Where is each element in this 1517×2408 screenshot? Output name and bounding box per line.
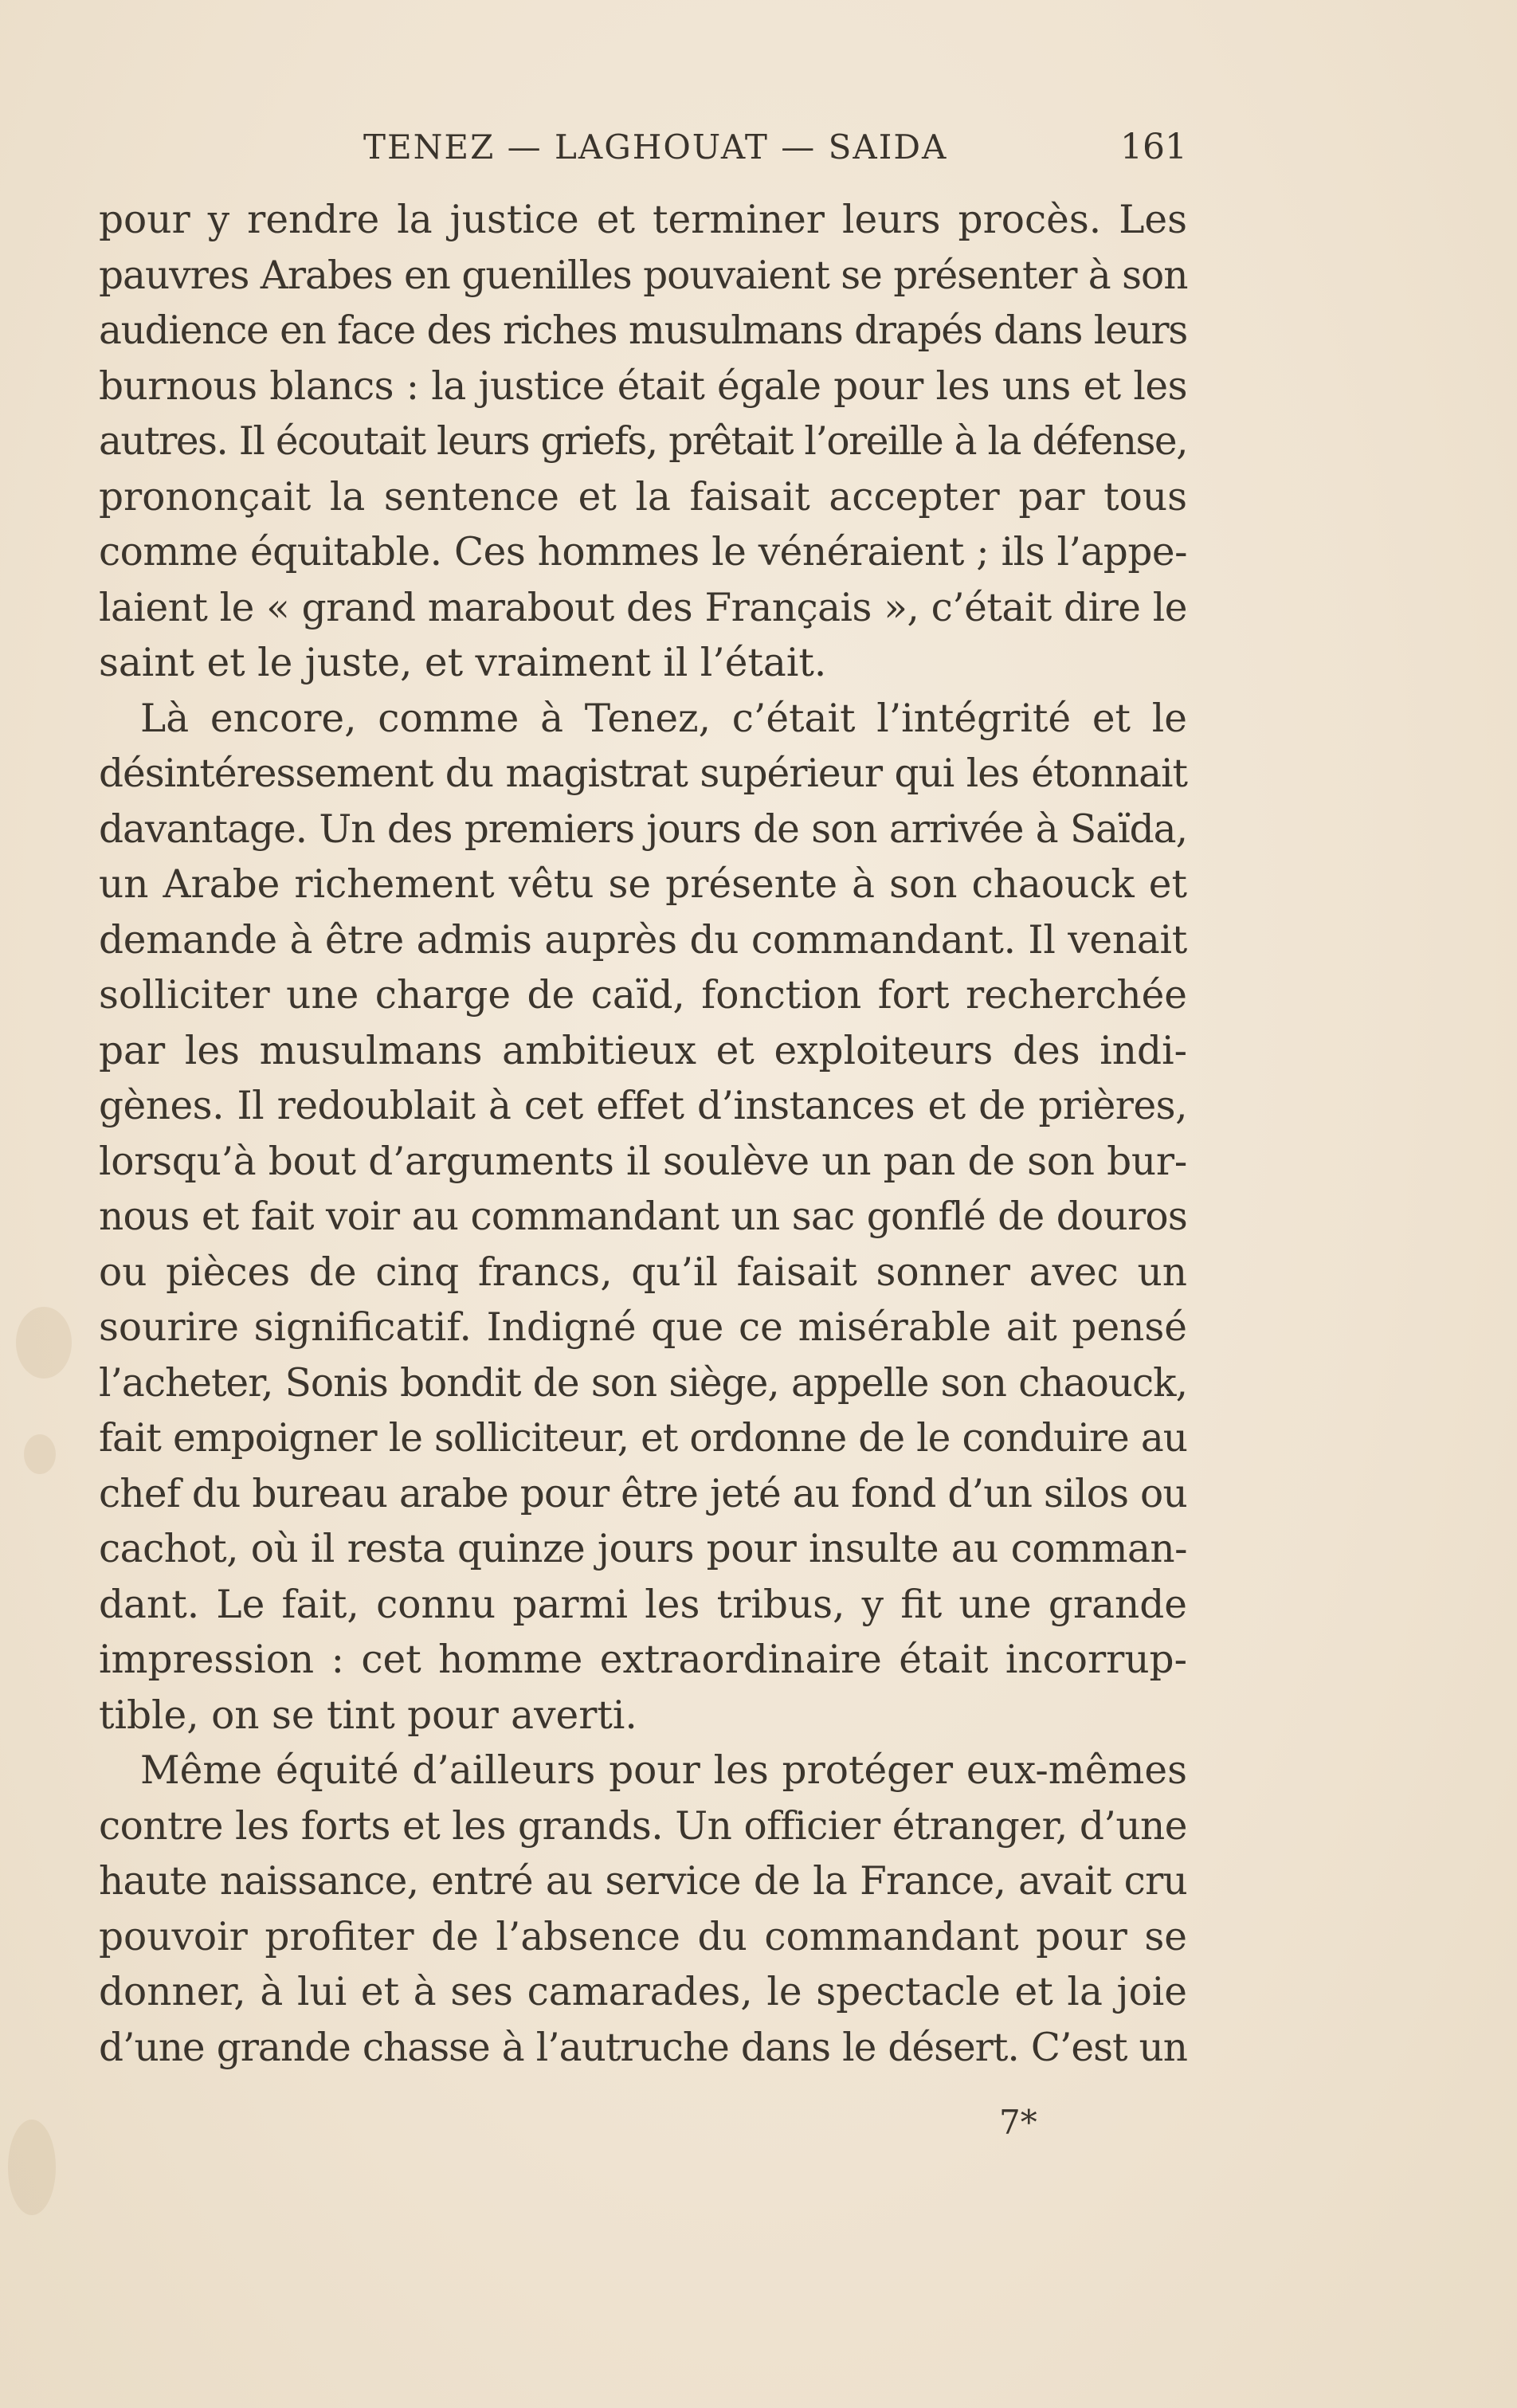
text-line: chef du bureau arabe pour être jeté au fond d’un silos ou [99, 1471, 1187, 1516]
text-line: nous et fait voir au commandant un sac gonflé de douros [99, 1194, 1187, 1239]
text-line: donner, à lui et à ses camarades, le spectacle et la joie [99, 1970, 1187, 2014]
text-line: davantage. Un des premiers jours de son arrivée à Saïda, [99, 806, 1187, 852]
text-line: pour y rendre la justice et terminer leurs procès. Les [99, 198, 1187, 242]
text-line: saint et le juste, et vraiment il l’était. [99, 641, 827, 685]
text-line: gènes. Il redoublait à cet effet d’instances et de prières, [99, 1084, 1187, 1128]
paragraph-2 [99, 692, 1187, 1744]
text-line: cachot, où il resta quinze jours pour insulte au comman- [99, 1527, 1187, 1571]
text-line: prononçait la sentence et la faisait accepter par tous [99, 474, 1187, 520]
page-header [100, 120, 1187, 175]
text-line: pauvres Arabes en guenilles pouvaient se présenter à son [99, 253, 1188, 298]
text-line: comme équitable. Ces hommes le vénéraient ; ils l’appe- [99, 530, 1187, 575]
text-line: autres. Il écoutait leurs griefs, prêtait l’oreille à la défense, [99, 419, 1187, 464]
text-line: solliciter une charge de caïd, fonction fort recherchée [99, 973, 1187, 1018]
signature-mark: 7* [999, 2103, 1037, 2142]
text-line: par les musulmans ambitieux et exploiteurs des indi- [99, 1028, 1187, 1073]
text-line: d’une grande chasse à l’autruche dans le désert. C’est un [99, 2025, 1187, 2070]
text-line: haute naissance, entré au service de la France, avait cru [99, 1859, 1187, 1904]
text-line: burnous blancs : la justice était égale pour les uns et les [99, 363, 1187, 409]
text-line: Là encore, comme à Tenez, c’était l’intégrité et le [140, 696, 1187, 741]
text-line: un Arabe richement vêtu se présente à son chaouck et [99, 862, 1187, 907]
foxing-stain [24, 1434, 56, 1474]
running-title: TENEZ — LAGHOUAT — SAIDA [363, 127, 948, 167]
foxing-stain [8, 2120, 56, 2215]
text-line: fait empoigner le solliciteur, et ordonne de le conduire au [99, 1416, 1187, 1461]
text-line: audience en face des riches musulmans drapés dans leurs [99, 308, 1187, 353]
page-number: 161 [1120, 127, 1187, 167]
text-line: Même équité d’ailleurs pour les protéger eux-mêmes [140, 1748, 1187, 1793]
text-line: l’acheter, Sonis bondit de son siège, appelle son chaouck, [99, 1360, 1187, 1406]
text-line: pouvoir profiter de l’absence du commandant pour se [99, 1914, 1187, 1959]
body-text [99, 193, 1187, 2076]
text-line: dant. Le fait, connu parmi les tribus, y fit une grande [99, 1582, 1187, 1627]
text-line: lorsqu’à bout d’arguments il soulève un pan de son bur- [99, 1139, 1187, 1184]
text-line: désintéressement du magistrat supérieur qui les étonnait [99, 751, 1187, 796]
text-line: demande à être admis auprès du commandant. Il venait [99, 917, 1187, 963]
text-line: impression : cet homme extraordinaire était incorrup- [99, 1637, 1187, 1682]
text-line: laient le « grand marabout des Français », c’était dire le [99, 585, 1187, 630]
text-line: contre les forts et les grands. Un officier étranger, d’une [99, 1803, 1187, 1849]
foxing-stain [16, 1307, 72, 1379]
text-line: tible, on se tint pour averti. [99, 1692, 637, 1738]
paragraph-3 [99, 1743, 1187, 2076]
text-line: ou pièces de cinq francs, qu’il faisait sonner avec un [99, 1249, 1187, 1295]
paragraph-1 [99, 193, 1187, 692]
text-line: sourire significatif. Indigné que ce misérable ait pensé [99, 1305, 1187, 1350]
